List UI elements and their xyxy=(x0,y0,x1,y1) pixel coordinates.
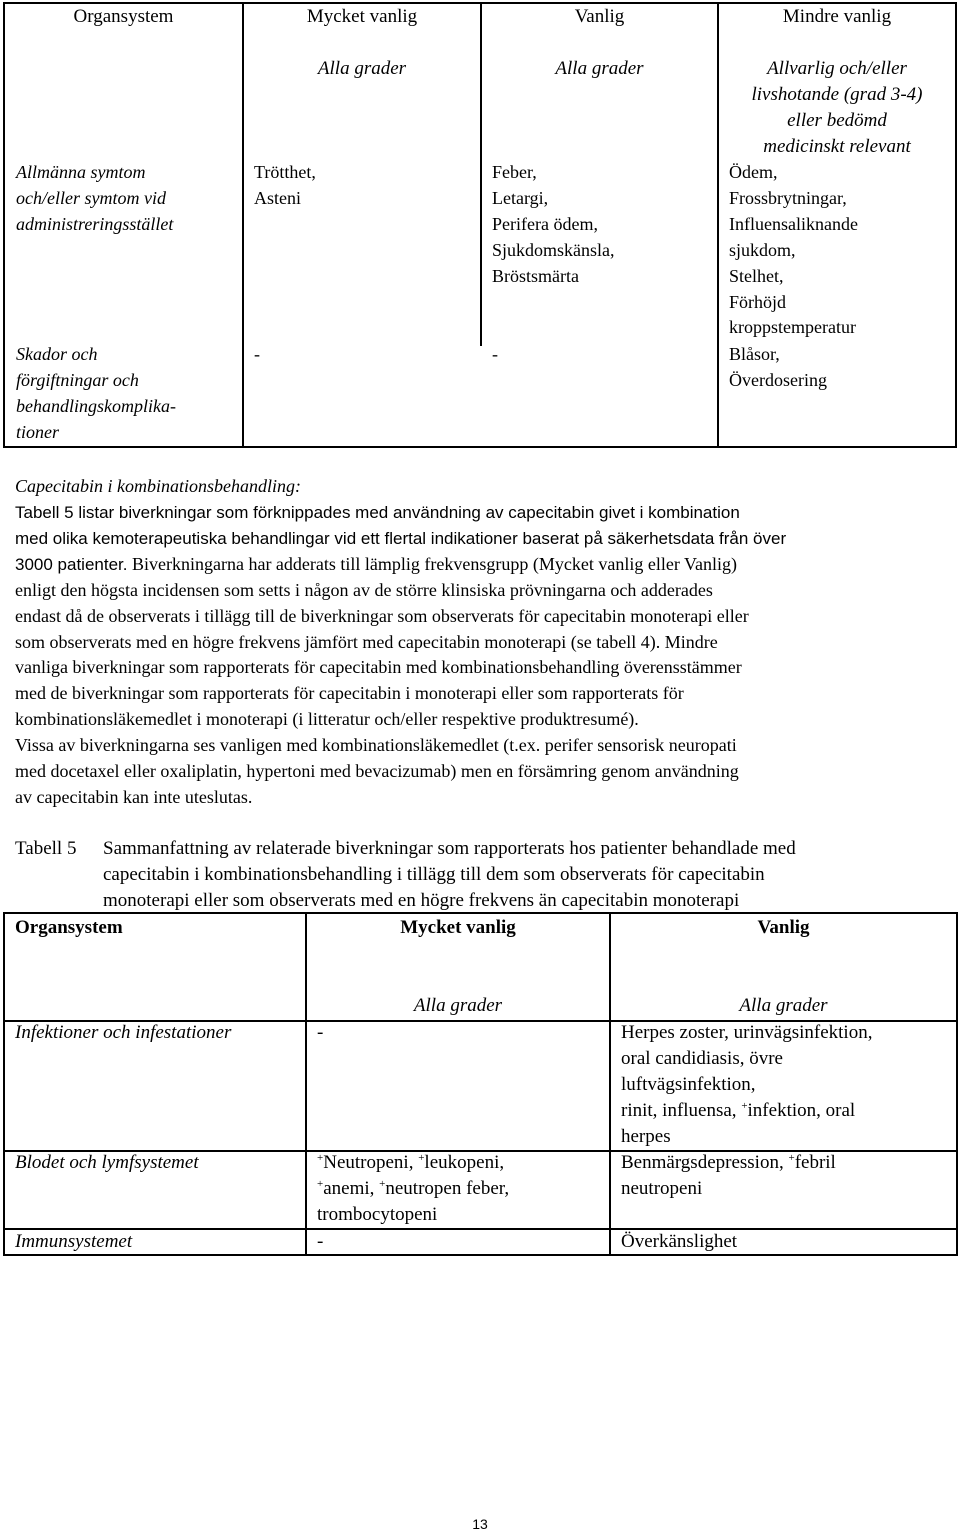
plus-marker: + xyxy=(379,1178,386,1190)
section-paragraph-2: Vissa av biverkningarna ses vanligen med kombinationsläkemedlet (t.ex. perifer sensorisk neuropati med docetaxel eller oxaliplatin, hypertoni med bevacizumab) men en försämring genom användning av capecitabin kan inte uteslutas. xyxy=(15,735,739,807)
table-5-border-bottom xyxy=(3,1254,958,1256)
text-fragment: infektion, oral xyxy=(747,1100,856,1121)
table-5-divider xyxy=(609,912,611,1256)
page-number: 13 xyxy=(472,1516,488,1532)
table-5-row-1-common-line: Herpes zoster, urinvägsinfektion, xyxy=(621,1022,873,1043)
table-4-header-organ: Organsystem xyxy=(73,6,174,27)
table-5-row-2-common-line xyxy=(621,1150,951,1176)
table-4-header-uncommon: Mindre vanlig xyxy=(782,6,892,27)
table-5-border-left xyxy=(3,912,5,1256)
table-4-subheader-common: Alla grader xyxy=(555,58,644,79)
text-fragment: Neutropeni, xyxy=(323,1152,419,1173)
table-5-row-1-common-line: luftvägsinfektion, xyxy=(621,1074,756,1095)
paragraph-1-sans: Tabell 5 listar biverkningar som förknippades med användning av capecitabin givet i kombination med olika kemoterapeutiska behandlingar vid ett flertal indikationer baserat på säkerhetsdata från över 3000 patienter. xyxy=(15,503,787,574)
text-fragment: febril xyxy=(794,1152,836,1173)
table-4-row-1-very-common: Trötthet, Asteni xyxy=(254,162,316,208)
table-5-row-1-common-line xyxy=(621,1098,951,1124)
plus-marker: + xyxy=(741,1100,748,1112)
table-5-rule xyxy=(3,1228,958,1230)
table-5-divider xyxy=(305,912,307,1256)
table-5-subheader-common: Alla grader xyxy=(739,995,828,1016)
table-5-row-2-common xyxy=(621,1150,951,1202)
table-4-border-bottom xyxy=(3,446,957,448)
table-4-border-right xyxy=(955,2,957,448)
table-5-header-common: Vanlig xyxy=(757,917,810,938)
table-4-row-2-uncommon: Blåsor, Överdosering xyxy=(729,344,827,390)
plus-marker: + xyxy=(788,1152,795,1164)
table-5-row-2-very-common-line xyxy=(317,1176,607,1202)
table-5-row-3-very-common: - xyxy=(317,1231,324,1252)
section-heading: Capecitabin i kombinationsbehandling: xyxy=(15,476,301,496)
table-5-row-1-common-line: oral candidiasis, övre xyxy=(621,1048,783,1069)
table-5-header-very-common: Mycket vanlig xyxy=(400,917,516,938)
table-4-row-1-uncommon: Ödem, Frossbrytningar, Influensaliknande sjukdom, Stelhet, Förhöjd kroppstemperatur xyxy=(729,162,858,338)
table-4-subheader-very-common: Alla grader xyxy=(317,58,407,79)
text-fragment: neutropen feber, xyxy=(385,1178,510,1199)
plus-marker: + xyxy=(317,1152,324,1164)
table-5-border-top xyxy=(3,912,958,914)
table-5-row-3-common: Överkänslighet xyxy=(621,1231,738,1252)
text-fragment: Benmärgsdepression, xyxy=(621,1152,789,1173)
table-4-header-very-common: Mycket vanlig xyxy=(306,6,418,27)
table-4-row-2-common: - xyxy=(492,344,498,364)
table-4-divider xyxy=(480,2,482,346)
table-4-row-1-common: Feber, Letargi, Perifera ödem, Sjukdomskänsla, Bröstsmärta xyxy=(492,162,615,286)
table-5-row-1-very-common: - xyxy=(317,1022,324,1043)
plus-marker: + xyxy=(418,1152,425,1164)
table-5-row-1-common xyxy=(621,1020,951,1150)
table-5-caption-text: Sammanfattning av relaterade biverkningar som rapporterats hos patienter behandlade med capecitabin i kombinationsbehandling i tillägg till dem som observerats för capecitabin monoterapi eller som observerats med en högre frekvens än capecitabin monoterapi xyxy=(103,838,796,911)
table-5-row-3-organ: Immunsystemet xyxy=(15,1231,133,1252)
text-fragment: leukopeni, xyxy=(424,1152,505,1173)
table-5-row-1-organ: Infektioner och infestationer xyxy=(15,1022,232,1043)
table-5-header-organ: Organsystem xyxy=(15,917,123,938)
table-4-row-2-very-common: - xyxy=(254,344,260,364)
section-paragraph-1 xyxy=(15,500,950,733)
table-5-row-2-very-common-line xyxy=(317,1150,607,1176)
table-5-row-2-common-line: neutropeni xyxy=(621,1178,703,1199)
text-fragment: rinit, influensa, xyxy=(621,1100,742,1121)
table-4-row-1-organ: Allmänna symtom och/eller symtom vid administreringsstället xyxy=(16,162,174,234)
table-4-row-2-organ: Skador och förgiftningar och behandlingskomplika- tioner xyxy=(16,344,176,442)
table-5-subheader-very-common: Alla grader xyxy=(413,995,503,1016)
table-5-row-2-very-common-line: trombocytopeni xyxy=(317,1204,438,1225)
table-5-border-right xyxy=(956,912,958,1256)
table-4-header-common: Vanlig xyxy=(574,6,625,27)
table-5-row-1-common-line: herpes xyxy=(621,1126,671,1147)
table-5-row-2-organ: Blodet och lymfsystemet xyxy=(15,1152,199,1173)
text-fragment: anemi, xyxy=(323,1178,380,1199)
table-4-border-left xyxy=(3,2,5,448)
paragraph-1-serif: Biverkningarna har adderats till lämplig frekvensgrupp (Mycket vanlig eller Vanlig) enligt den högsta incidensen som setts i någon av de större klinsiska prövningarna och adderades endast då de observerats i tillägg till de biverkningar som observerats för capecitabin monoterapi eller som observerats med en högre frekvens jämfört med capecitabin monoterapi (se tabell 4). Mindre vanliga biverkningar som rapporterats för capecitabin med kombinationsbehandling överensstämmer med de biverkningar som rapporterats för capecitabin i monoterapi eller som rapporterats för kombinationsläkemedlet i monoterapi (i litteratur och/eller respektive produktresumé). xyxy=(15,553,749,730)
table-4-subheader-uncommon: Allvarlig och/eller livshotande (grad 3-4) eller bedömd medicinskt relevant xyxy=(751,58,923,157)
table-5-caption-label: Tabell 5 xyxy=(15,838,77,859)
table-5-row-2-very-common xyxy=(317,1150,607,1228)
plus-marker: + xyxy=(317,1178,324,1190)
